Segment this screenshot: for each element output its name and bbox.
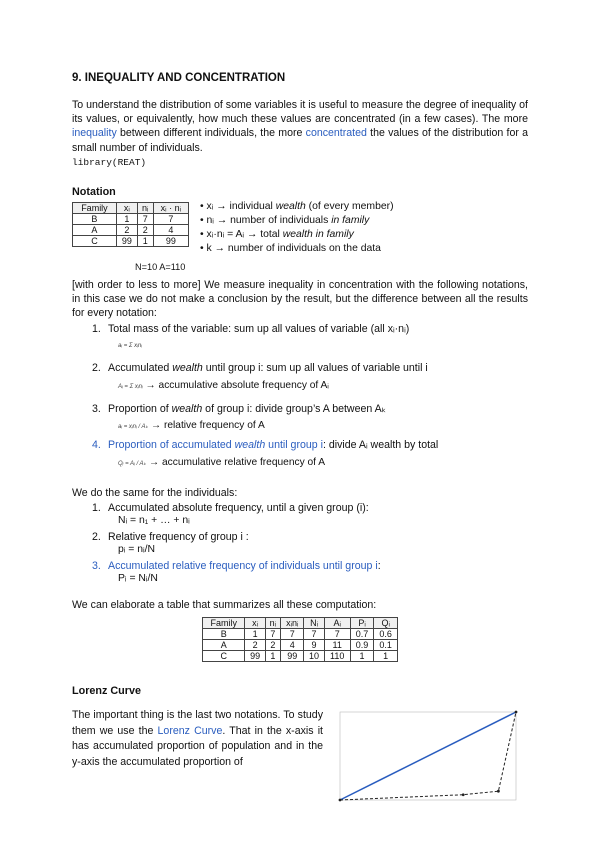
summary-table-cell: 0.1	[374, 640, 398, 651]
notation-table-row	[73, 225, 189, 236]
equality-line	[340, 712, 516, 800]
notation-table-row	[73, 214, 189, 225]
summary-table-cell: 7	[281, 629, 304, 640]
summary-table-cell: C	[203, 651, 245, 662]
step-3-formula: aᵢ = xᵢnᵢ / Aₖ → relative frequency of A	[118, 420, 265, 431]
notation-table-header-cell: nᵢ	[137, 203, 153, 214]
summary-table-cell: 4	[281, 640, 304, 651]
lorenz-point	[497, 790, 500, 793]
lorenz-curve-link[interactable]: Lorenz Curve	[157, 724, 223, 737]
notation-table-cell: 99	[116, 236, 137, 247]
summary-table-cell: A	[203, 640, 245, 651]
summary-table-header-cell: Qᵢ	[374, 618, 398, 629]
notation-table	[72, 202, 189, 247]
summary-intro: We can elaborate a table that summarizes all these computation:	[72, 599, 377, 611]
summary-table-cell: 1	[265, 651, 280, 662]
notation-table-header-cell: xᵢ	[116, 203, 137, 214]
notation-table-cell: 2	[116, 225, 137, 236]
notation-table-cell: B	[73, 214, 117, 225]
summary-table-row	[203, 651, 398, 662]
summary-table-cell: 110	[324, 651, 350, 662]
notation-table-cell: 7	[153, 214, 188, 225]
summary-table-cell: 11	[324, 640, 350, 651]
notation-table-cell: 2	[137, 225, 153, 236]
summary-table-header-cell: Pᵢ	[350, 618, 374, 629]
individuals-intro: We do the same for the individuals:	[72, 487, 238, 499]
summary-table-header-cell: nᵢ	[265, 618, 280, 629]
notation-table-cell: C	[73, 236, 117, 247]
notation-bullet: • k → number of individuals on the data	[200, 243, 381, 254]
inequality-link[interactable]: inequality	[72, 127, 117, 140]
summary-table-header-cell: Nᵢ	[304, 618, 324, 629]
individuals-eq-3: Pᵢ = Nᵢ/N	[118, 573, 158, 584]
summary-table-cell: 2	[265, 640, 280, 651]
intro-text-1: To understand the distribution of some variables it is useful to measure the degree of inequality of its values, or equivalently, how much these values are concentrated (in a few cases). The more	[72, 99, 528, 126]
summary-table-cell: B	[203, 629, 245, 640]
notation-bullet: • nᵢ → number of individuals in family	[200, 215, 370, 226]
summary-table-cell: 2	[245, 640, 265, 651]
summary-table-header-cell: Family	[203, 618, 245, 629]
summary-table-header-cell: xᵢ	[245, 618, 265, 629]
summary-table-header-cell: xᵢnᵢ	[281, 618, 304, 629]
summary-table-cell: 7	[324, 629, 350, 640]
summary-table-cell: 0.7	[350, 629, 374, 640]
notation-table-cell: 1	[116, 214, 137, 225]
summary-table-row	[203, 640, 398, 651]
summary-table-cell: 99	[281, 651, 304, 662]
code-line: library(REAT)	[72, 157, 147, 168]
summary-table-cell: 7	[304, 629, 324, 640]
lorenz-point	[339, 799, 342, 802]
intro-text-3: the values of the distribution for a small number of individuals.	[72, 127, 529, 154]
individuals-eq-1: Nᵢ = n₁ + … + nᵢ	[118, 515, 190, 526]
summary-table-cell: 0.6	[374, 629, 398, 640]
summary-table-cell: 1	[374, 651, 398, 662]
notation-table-header-cell: xᵢ · nᵢ	[153, 203, 188, 214]
notation-table-cell: 4	[153, 225, 188, 236]
notation-table-header-cell: Family	[73, 203, 117, 214]
individuals-eq-2: pᵢ = nᵢ/N	[118, 544, 156, 555]
notation-bullet: • xᵢ → individual wealth (of every member)	[200, 201, 394, 212]
section-title: 9. INEQUALITY AND CONCENTRATION	[72, 72, 286, 84]
summary-table-cell: 10	[304, 651, 324, 662]
notation-table-cell: 7	[137, 214, 153, 225]
step-4-formula: Qᵢ = Aᵢ / Aₖ → accumulative relative frequency of A	[118, 457, 326, 468]
notation-totals: N=10 A=110	[135, 262, 186, 272]
lorenz-point	[462, 793, 465, 796]
notation-heading: Notation	[72, 186, 116, 198]
notation-table-cell: 99	[153, 236, 188, 247]
order-paragraph: [with order to less to more] We measure inequality in concentration with the following notations, in this case we do not make a conclusion by the result, but the difference between all the results for every notation:	[72, 279, 528, 320]
step-2-formula: Aᵢ = Σ xᵢnᵢ → accumulative absolute frequency of Aᵢ	[118, 380, 329, 391]
summary-table-cell: 99	[245, 651, 265, 662]
document-page: 9. INEQUALITY AND CONCENTRATION To understand the distribution of some variables it is useful to measure the degree of inequality of its values, or equivalently, how much these values are concentrated (in a few cases). The more inequality between different individuals, the more concentrated the values of the distribution for a small number of individuals. library(REAT) Notation Family xᵢ nᵢ xᵢ · nᵢ B 1 7 7 A 2 2 4 C 99 1 99 N=10 A=110 • xᵢ → individual wealth (of every member) • nᵢ → number of individuals in family • xᵢ·nᵢ = Aᵢ → total wealth in family • k → number of individuals on the data [with order to less to more] We measure inequality in concentration with the following notations, in this case we do not make a conclusion by the result, but the difference between all the results for every notation: 1. Total mass of the variable: sum up all values of variable (all xᵢ·nᵢ) aᵢ = Σ xᵢnᵢ 2. Accumulated wealth until group i: sum up all values of variable until i Aᵢ = Σ xᵢnᵢ → accumulative absolute frequency of Aᵢ 3. Proportion of wealth of group i: divide group’s A between Aₖ aᵢ = xᵢnᵢ / Aₖ → relative frequency of A 4. Proportion of accumulated wealth until group i: divide Aᵢ wealth by total Qᵢ = Aᵢ / Aₖ → accumulative relative frequency of A We do the same for the individuals: 1. Accumulated absolute frequency, until a given group (i): Nᵢ = n₁ + … + nᵢ 2. Relative frequency of group i : pᵢ = nᵢ/N 3. Accumulated relative frequency of individuals until group i: Pᵢ = Nᵢ/N We can elaborate a table that summarizes all these computation: Family xᵢ nᵢ xᵢnᵢ Nᵢ Aᵢ Pᵢ Qᵢ B 1 7 7 7 7 0.7 0.6 A 2 2 4 9 11 0.9 0.1 C 99 1 99 10 110 1 1 Lorenz Curve The important thing is the last two notations. To study them we use the Lorenz Curve. That in the x-axis it has accumulated proportion of population and in the y-axis the accumulated proportion of	[0, 0, 600, 848]
lorenz-heading: Lorenz Curve	[72, 685, 141, 697]
notation-table-row	[73, 236, 189, 247]
notation-bullet: • xᵢ·nᵢ = Aᵢ → total wealth in family	[200, 229, 354, 240]
notation-table-cell: A	[73, 225, 117, 236]
lorenz-point	[515, 711, 518, 714]
summary-table-cell: 9	[304, 640, 324, 651]
summary-table	[202, 617, 398, 662]
summary-table-cell: 1	[350, 651, 374, 662]
summary-table-cell: 1	[245, 629, 265, 640]
summary-table-row	[203, 629, 398, 640]
lorenz-chart	[328, 700, 528, 808]
concentrated-link[interactable]: concentrated	[305, 127, 367, 140]
lorenz-paragraph: The important thing is the last two notations. To study them we use the Lorenz Curve. That in the x-axis it has accumulated proportion of population and in the y-axis the accumulated proportion of	[72, 709, 323, 768]
intro-text-2: between different individuals, the more	[116, 127, 306, 140]
notation-table-cell: 1	[137, 236, 153, 247]
summary-table-cell: 0.9	[350, 640, 374, 651]
intro-paragraph	[72, 98, 528, 155]
summary-table-cell: 7	[265, 629, 280, 640]
summary-table-header-cell: Aᵢ	[324, 618, 350, 629]
step-1-formula: aᵢ = Σ xᵢnᵢ	[118, 343, 143, 349]
